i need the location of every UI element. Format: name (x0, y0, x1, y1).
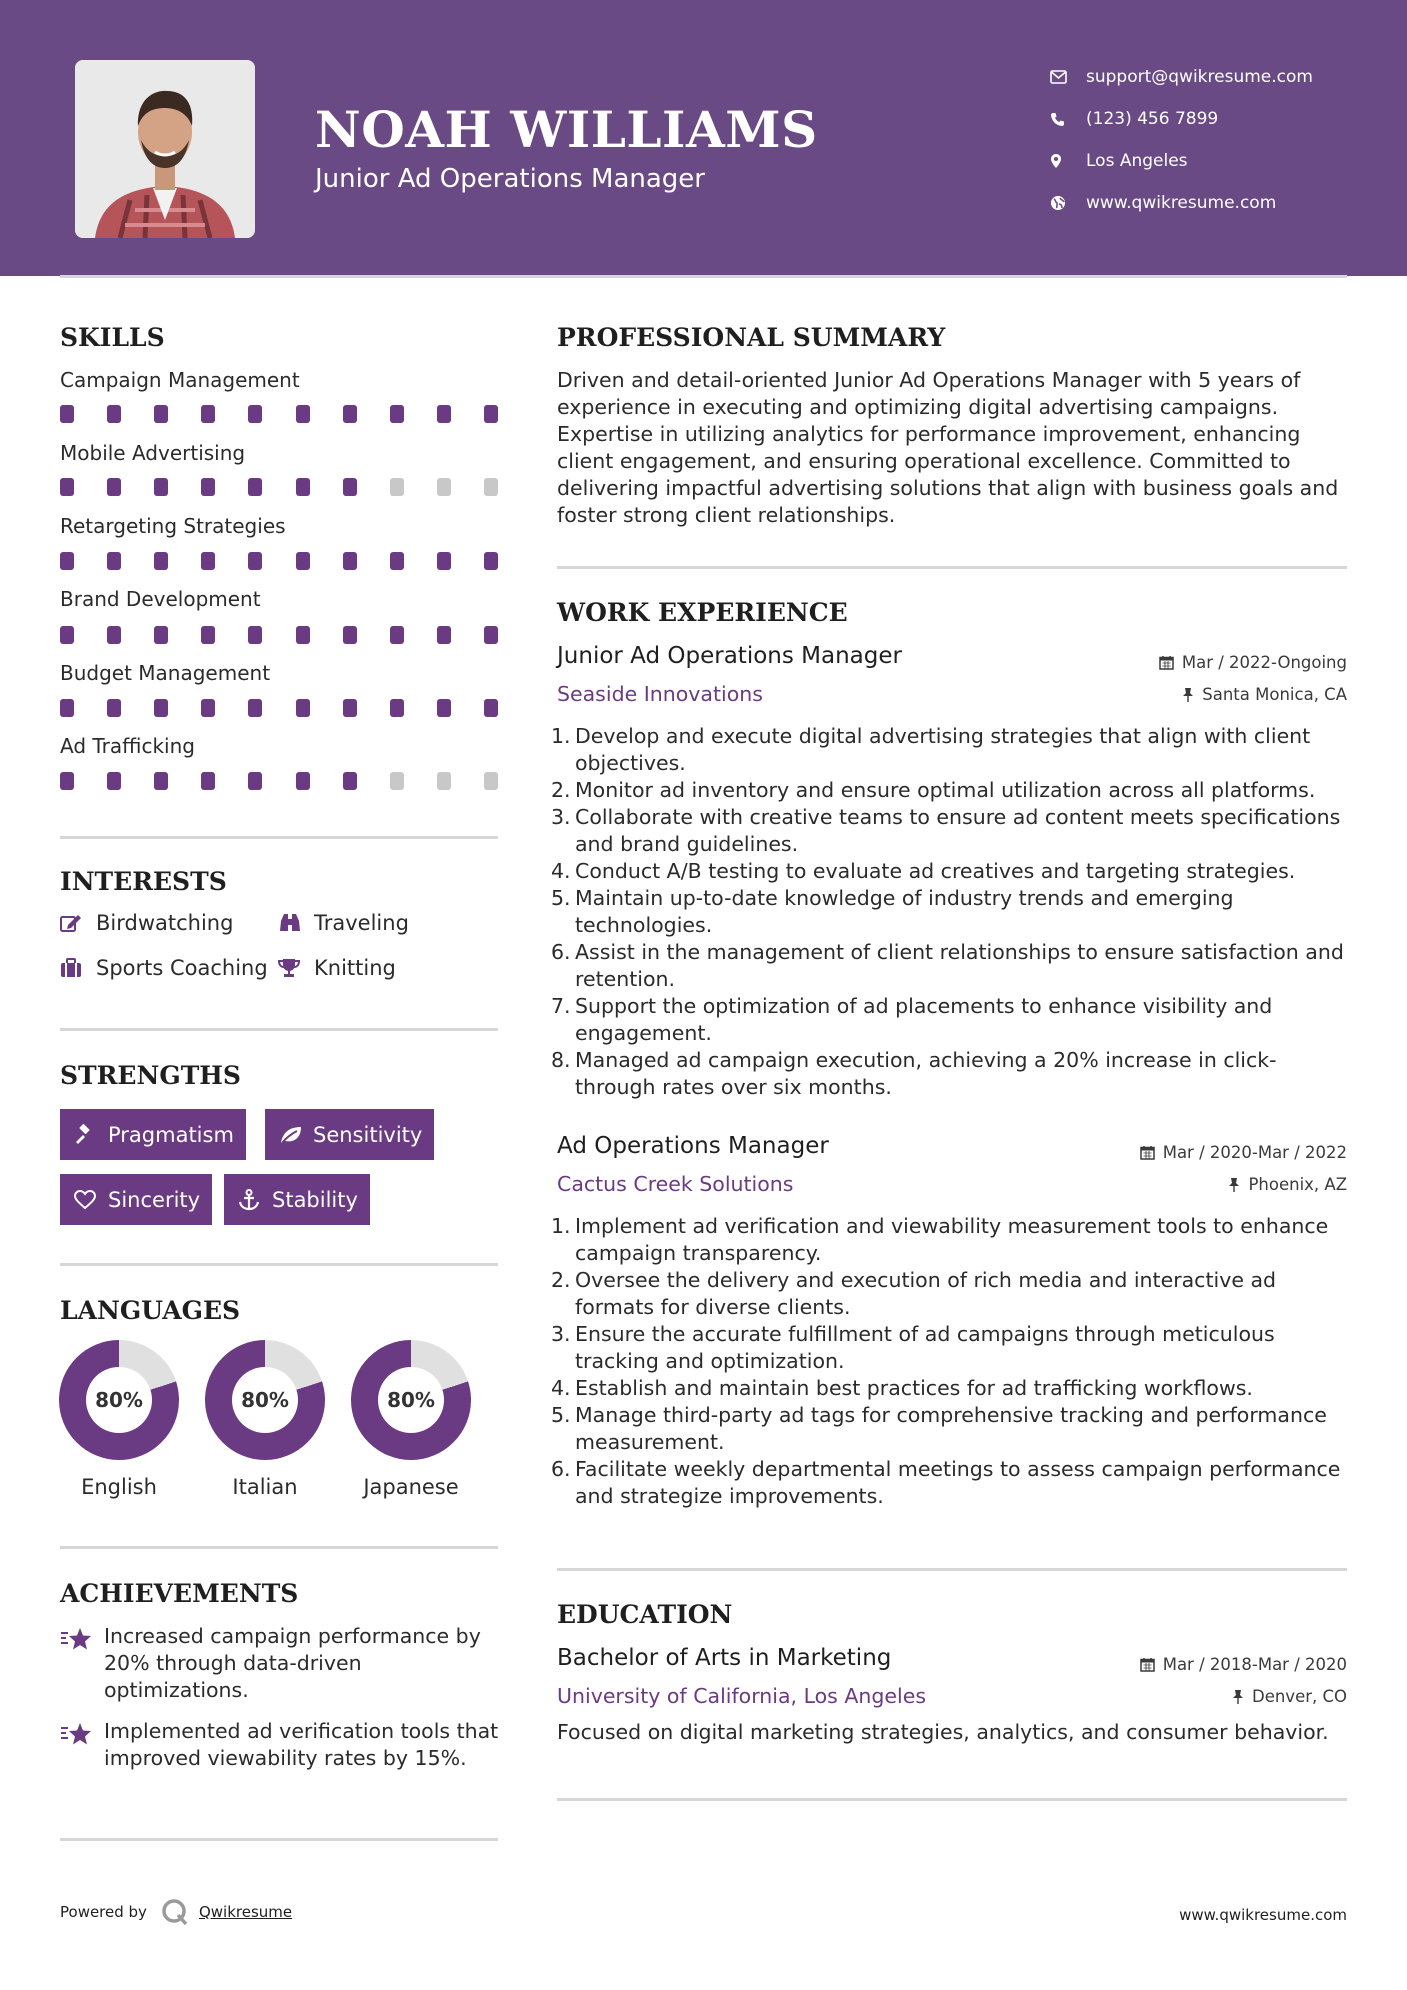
resume-header (0, 0, 1407, 276)
skill-dot-filled (248, 405, 262, 423)
interest-item (278, 956, 396, 980)
star-badge-icon (60, 1623, 104, 1704)
list-item: 4. Conduct A/B testing to evaluate ad creatives and targeting strategies. (551, 859, 1296, 883)
skill-dot-filled (107, 772, 121, 790)
strength-label: Sensitivity (313, 1122, 423, 1147)
list-item: 6. Assist in the management of client relationships to ensure satisfaction and retention. (551, 940, 1344, 991)
education-location-text: Denver, CO (1251, 1687, 1347, 1706)
contact-location (1050, 140, 1313, 182)
skill-dot-filled (343, 478, 357, 496)
job-title: Junior Ad Operations Manager (557, 643, 902, 669)
pushpin-icon (1232, 1689, 1244, 1704)
job-title: Ad Operations Manager (557, 1133, 829, 1159)
education-date-text: Mar / 2018-Mar / 2020 (1162, 1655, 1347, 1674)
skill-dot-filled (107, 405, 121, 423)
education-date (1140, 1655, 1347, 1674)
skill-name: Campaign Management (60, 368, 300, 392)
skill-dot-filled (296, 478, 310, 496)
skill-dot-filled (437, 552, 451, 570)
job-responsibilities (551, 723, 1351, 1101)
skill-dot-filled (296, 772, 310, 790)
skill-dot-filled (343, 772, 357, 790)
skill-dot-filled (60, 552, 74, 570)
pushpin-icon (1228, 1177, 1240, 1192)
skill-name: Brand Development (60, 587, 261, 611)
skill-dot-filled (343, 699, 357, 717)
qwikresume-link[interactable]: Qwikresume (198, 1903, 293, 1921)
section-divider (557, 1798, 1347, 1801)
skill-dot-filled (201, 405, 215, 423)
skill-rating (60, 552, 498, 570)
calendar-icon (1140, 1145, 1155, 1160)
summary-text: Driven and detail-oriented Junior Ad Operations Manager with 5 years of experience in executing and optimizing digital advertising campaigns. Expertise in utilizing analytics for performance improvement, enhancing client engagement, and ensuring operational excellence. Committed to delivering impactful advertising solutions that align with business goals and foster strong client relationships. (557, 368, 1339, 527)
skill-dot-filled (107, 626, 121, 644)
experience-heading: WORK EXPERIENCE (557, 598, 848, 627)
degree-title: Bachelor of Arts in Marketing (557, 1645, 892, 1671)
location-pin-icon (1050, 153, 1086, 169)
language-name: English (81, 1475, 157, 1499)
skill-dot-filled (60, 699, 74, 717)
profile-photo (75, 60, 255, 238)
language-percent: 80% (232, 1367, 298, 1433)
list-item: 5. Manage third-party ad tags for comprehensive tracking and performance measurement. (551, 1403, 1327, 1454)
skill-dot-filled (437, 405, 451, 423)
section-divider (60, 836, 498, 839)
skill-dot-filled (154, 478, 168, 496)
education-description: Focused on digital marketing strategies, analytics, and consumer behavior. (557, 1720, 1329, 1744)
skill-dot-filled (60, 405, 74, 423)
pencil-square-icon (60, 913, 96, 933)
interest-item (60, 911, 233, 935)
skill-dot-filled (154, 699, 168, 717)
skill-name: Ad Trafficking (60, 734, 195, 758)
job-date (1159, 653, 1347, 672)
strength-tag (60, 1109, 246, 1160)
strength-tag (60, 1174, 212, 1225)
leaf-icon (279, 1125, 313, 1145)
language-percent: 80% (378, 1367, 444, 1433)
skill-name: Mobile Advertising (60, 441, 246, 465)
skill-dot-filled (107, 699, 121, 717)
skill-dot-filled (248, 552, 262, 570)
achievement-item (60, 1623, 500, 1704)
list-item: 4. Establish and maintain best practices for ad trafficking workflows. (551, 1376, 1253, 1400)
job-location (1182, 685, 1347, 704)
achievement-text: Increased campaign performance by 20% through data-driven optimizations. (104, 1624, 481, 1702)
language-name: Italian (232, 1475, 298, 1499)
section-divider (60, 1838, 498, 1841)
skill-dot-filled (107, 478, 121, 496)
globe-icon (1050, 195, 1086, 211)
strength-tag (224, 1174, 370, 1225)
contact-email[interactable] (1050, 56, 1313, 98)
skill-dot-empty (484, 478, 498, 496)
skill-dot-filled (296, 626, 310, 644)
skill-dot-filled (343, 552, 357, 570)
skill-dot-filled (484, 699, 498, 717)
list-item: 7. Support the optimization of ad placements to enhance visibility and engagement. (551, 994, 1273, 1045)
interest-label: Knitting (314, 956, 396, 980)
skill-name: Budget Management (60, 661, 271, 685)
company-name: Cactus Creek Solutions (557, 1172, 794, 1196)
candidate-title: Junior Ad Operations Manager (315, 164, 705, 194)
skill-rating (60, 699, 498, 717)
footer-website[interactable]: www.qwikresume.com (1179, 1906, 1347, 1924)
list-item: 1. Develop and execute digital advertising strategies that align with client objectives. (551, 724, 1311, 775)
interest-label: Sports Coaching (96, 956, 268, 980)
trophy-icon (278, 958, 314, 978)
footer-powered-by (60, 1898, 292, 1926)
language-progress-ring (205, 1340, 325, 1460)
skill-rating (60, 772, 498, 790)
job-location (1228, 1175, 1347, 1194)
star-badge-icon (60, 1718, 104, 1772)
skill-dot-filled (248, 478, 262, 496)
suitcase-icon (60, 958, 96, 978)
skill-dot-filled (296, 405, 310, 423)
contact-phone[interactable] (1050, 98, 1313, 140)
powered-by-text: Powered by (60, 1903, 147, 1921)
skill-dot-filled (201, 699, 215, 717)
skill-dot-filled (154, 405, 168, 423)
strength-label: Pragmatism (108, 1122, 234, 1147)
interest-label: Traveling (314, 911, 409, 935)
job-location-text: Phoenix, AZ (1248, 1175, 1347, 1194)
skill-dot-filled (390, 405, 404, 423)
heart-icon (74, 1190, 108, 1210)
section-divider (557, 566, 1347, 569)
contact-email-text: support@qwikresume.com (1086, 67, 1313, 87)
candidate-name: NOAH WILLIAMS (315, 100, 818, 159)
section-divider (60, 1546, 498, 1549)
skill-dot-filled (201, 772, 215, 790)
skill-dot-filled (484, 626, 498, 644)
language-progress-ring (59, 1340, 179, 1460)
skill-dot-filled (343, 405, 357, 423)
list-item: 2. Monitor ad inventory and ensure optimal utilization across all platforms. (551, 778, 1316, 802)
skill-dot-filled (248, 626, 262, 644)
skill-dot-empty (437, 478, 451, 496)
job-date-text: Mar / 2020-Mar / 2022 (1162, 1143, 1347, 1162)
job-date-text: Mar / 2022-Ongoing (1181, 653, 1347, 672)
pushpin-icon (1182, 687, 1194, 702)
job-responsibilities (551, 1213, 1351, 1510)
strength-tag (265, 1109, 434, 1160)
contact-website-text: www.qwikresume.com (1086, 193, 1277, 213)
calendar-icon (1159, 655, 1174, 670)
section-divider (557, 1568, 1347, 1571)
skill-dot-filled (107, 552, 121, 570)
skill-dot-filled (437, 626, 451, 644)
skill-rating (60, 405, 498, 423)
envelope-icon (1050, 70, 1086, 84)
skill-dot-filled (390, 626, 404, 644)
skill-dot-filled (201, 626, 215, 644)
interest-item (278, 911, 409, 935)
language-name: Japanese (363, 1475, 459, 1499)
skill-dot-filled (60, 772, 74, 790)
interests-heading: INTERESTS (60, 867, 227, 896)
skill-name: Retargeting Strategies (60, 514, 286, 538)
skill-dot-filled (60, 626, 74, 644)
education-heading: EDUCATION (557, 1600, 733, 1629)
achievement-text: Implemented ad verification tools that improved viewability rates by 15%. (104, 1719, 499, 1770)
binoculars-icon (278, 913, 314, 933)
summary-heading: PROFESSIONAL SUMMARY (557, 323, 946, 352)
skill-dot-filled (154, 626, 168, 644)
list-item: 1. Implement ad verification and viewability measurement tools to enhance campaign transparency. (551, 1214, 1329, 1265)
skills-heading: SKILLS (60, 323, 165, 352)
list-item: 3. Ensure the accurate fulfillment of ad campaigns through meticulous tracking and optimization. (551, 1322, 1275, 1373)
skill-dot-filled (201, 552, 215, 570)
education-location (1232, 1687, 1347, 1706)
contact-location-text: Los Angeles (1086, 151, 1188, 171)
skill-dot-filled (296, 699, 310, 717)
skill-dot-empty (390, 772, 404, 790)
skill-dot-empty (390, 478, 404, 496)
skill-dot-filled (60, 478, 74, 496)
list-item: 8. Managed ad campaign execution, achieving a 20% increase in click-through rates over six months. (551, 1048, 1277, 1099)
skill-dot-filled (296, 552, 310, 570)
skill-dot-filled (437, 699, 451, 717)
list-item: 5. Maintain up-to-date knowledge of industry trends and emerging technologies. (551, 886, 1234, 937)
gavel-icon (74, 1124, 108, 1146)
qwikresume-logo-icon (161, 1898, 189, 1926)
language-progress-ring (351, 1340, 471, 1460)
section-divider (60, 1263, 498, 1266)
interest-label: Birdwatching (96, 911, 234, 935)
skill-dot-filled (154, 772, 168, 790)
strength-label: Stability (272, 1187, 358, 1212)
header-divider (60, 275, 1347, 278)
skill-dot-empty (437, 772, 451, 790)
section-divider (60, 1028, 498, 1031)
job-location-text: Santa Monica, CA (1202, 685, 1347, 704)
list-item: 6. Facilitate weekly departmental meetings to assess campaign performance and strategize improvements. (551, 1457, 1341, 1508)
list-item: 2. Oversee the delivery and execution of rich media and interactive ad formats for diverse clients. (551, 1268, 1277, 1319)
list-item: 3. Collaborate with creative teams to ensure ad content meets specifications and brand guidelines. (551, 805, 1341, 856)
language-percent: 80% (86, 1367, 152, 1433)
skill-dot-filled (154, 552, 168, 570)
skill-dot-filled (201, 478, 215, 496)
skill-dot-filled (248, 772, 262, 790)
calendar-icon (1140, 1657, 1155, 1672)
school-name: University of California, Los Angeles (557, 1684, 927, 1708)
languages-heading: LANGUAGES (60, 1296, 241, 1325)
skill-dot-filled (343, 626, 357, 644)
contact-phone-text: (123) 456 7899 (1086, 109, 1219, 129)
skill-rating (60, 478, 498, 496)
achievement-item (60, 1718, 500, 1772)
skill-dot-empty (484, 772, 498, 790)
company-name: Seaside Innovations (557, 682, 763, 706)
skill-dot-filled (484, 405, 498, 423)
skill-dot-filled (248, 699, 262, 717)
strengths-heading: STRENGTHS (60, 1061, 241, 1090)
skill-dot-filled (484, 552, 498, 570)
strength-label: Sincerity (108, 1187, 201, 1212)
interest-item (60, 956, 268, 980)
skill-rating (60, 626, 498, 644)
job-date (1140, 1143, 1347, 1162)
achievements-heading: ACHIEVEMENTS (60, 1579, 299, 1608)
skill-dot-filled (390, 699, 404, 717)
phone-icon (1050, 112, 1086, 127)
skill-dot-filled (390, 552, 404, 570)
anchor-icon (238, 1189, 272, 1211)
contact-website[interactable] (1050, 182, 1313, 224)
contact-list (1050, 56, 1313, 224)
